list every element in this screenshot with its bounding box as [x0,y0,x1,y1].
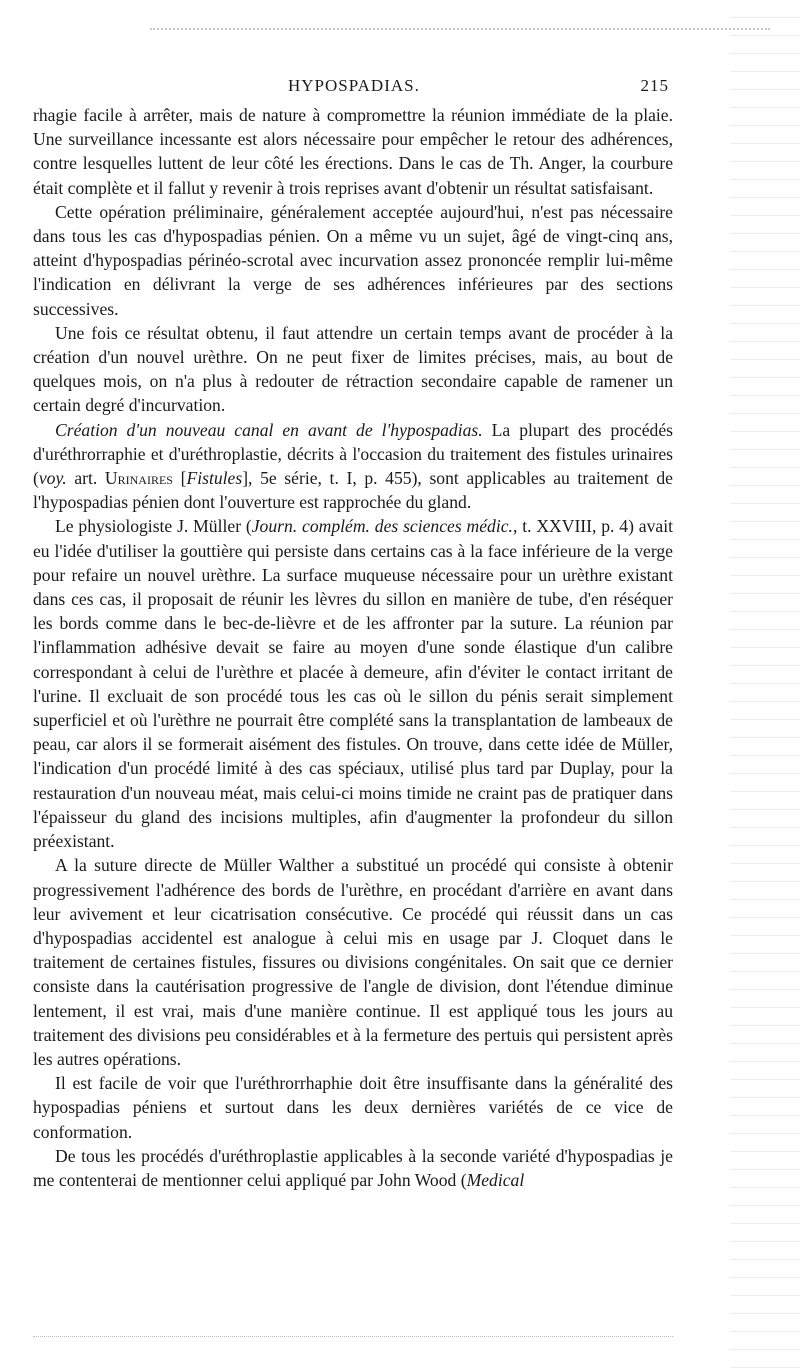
scan-noise-top [150,28,770,32]
paragraph-2-text: Cette opération préliminaire, généralement acceptée aujourd'hui, n'est pas nécessaire dans tous les cas d'hypospadias pénien. On a même vu un sujet, âgé de vingt-cinq ans, atteint d'hypospadias périnéo-scrotal avec incurvation assez prononcée remplir lui-même l'indication en délivrant la verge de ses adhérences inférieures par des sections successives. [33,201,673,319]
paragraph-1 [33,103,673,200]
reference-urinaires: Urinaires [104,468,173,489]
paragraph-4-text-c: [ [172,468,187,489]
paragraph-8-text-a: De tous les procédés d'uréthroplastie applicables à la seconde variété d'hypospadias je me contenterai de mentionner celui appliqué par John Wood ( [33,1145,673,1190]
reference-fistules: Fistules [186,468,243,489]
paragraph-5-text-b: , t. XXVIII, p. 4) avait eu l'idée d'utiliser la gouttière qui persiste dans certains cas à la face inférieure de la verge pour refaire un nouvel urèthre. La surface muqueuse nécessaire pour un urèthre existant dans ces cas, il proposait de réunir les lèvres du sillon en manière de tube, d'en réséquer les bords comme dans le bec-de-lièvre et de les affronter par la suture. La réunion par l'inflammation adhésive devait se faire au moyen d'une sonde élastique d'un calibre correspondant à celui de l'urèthre et placée à demeure, afin d'éviter le contact irritant de l'urine. Il excluait de son procédé tous les cas où le sillon du pénis serait simplement superficiel et où l'urèthre ne pourrait être complété sans la transplantation de lambeaux de peau, car alors il se formerait aisément des fistules. On trouve, dans cette idée de Müller, l'indication d'un procédé limité à des cas spéciaux, utilisé plus tard par Duplay, pour la restauration d'un nouveau méat, mais celui-ci moins timide ne craint pas de pratiquer dans l'épaisseur du gland des incisions multiples, afin d'augmenter la profondeur du sillon préexistant. [33,516,673,852]
body-text [33,103,673,1192]
paragraph-4-text-b: art. [66,468,105,489]
paragraph-4-text-d: ], 5e série, t. I, p. 455), sont applicables au traitement de l'hypospadias pénien dont l'ouverture est rapprochée du gland. [33,468,673,513]
paragraph-5 [33,514,673,853]
paragraph-4-text-a: La plupart des procédés d'uréthrorraphie et d'uréthroplastie, décrits à l'occasion du traitement des fistules urinaires ( [33,419,673,489]
paragraph-3 [33,321,673,418]
paragraph-3-text: Une fois ce résultat obtenu, il faut attendre un certain temps avant de procéder à la création d'un nouvel urèthre. On ne peut fixer de limites précises, mais, au bout de quelques mois, on n'a plus à redouter de rétraction secondaire capable de ramener un certain degré d'incurvation. [33,322,673,416]
section-heading-italic: Création d'un nouveau canal en avant de l'hypospadias. [55,419,483,440]
paragraph-8 [33,1144,673,1192]
paragraph-8-italic-tail: Medical [466,1169,525,1190]
paragraph-7-text: Il est facile de voir que l'uréthrorrhaphie doit être insuffisante dans la généralité des hypospadias péniens et surtout dans les deux dernières variétés de ce vice de conformation. [33,1073,673,1142]
journal-citation: Journ. complém. des sciences médic. [251,516,513,537]
paragraph-6-text: A la suture directe de Müller Walther a substitué un procédé qui consiste à obtenir progressivement l'adhérence des bords de l'urèthre, en procédant d'arrière en avant dans leur avivement et leur cicatrisation consécutive. Ce procédé qui réussit dans un cas d'hypospadias accidentel est analogue à celui mis en usage par J. Cloquet dans le traitement de certaines fistules, fissures ou divisions congénitales. On sait que ce dernier consiste dans la cautérisation progressive de l'angle de division, dont l'étendue diminue lentement, il est vrai, mais d'une manière continue. Il est appliqué tous les jours au traitement des divisions peu considérables et à la fermeture des pertuis qui persistent après les autres opérations. [33,855,673,1069]
paragraph-7 [33,1071,673,1144]
page-number: 215 [640,76,669,95]
page-header [33,76,673,98]
paragraph-1-text: rhagie facile à arrêter, mais de nature à compromettre la réunion immédiate de la plaie. Une surveillance incessante est alors nécessaire pour empêcher le retour des adhérences, contre lesquelles luttent de leur côté les érections. Dans le cas de Th. Anger, la courbure était complète et il fallut y revenir à trois reprises avant d'obtenir un résultat satisfaisant. [33,105,673,198]
footer-scan-line [33,1336,673,1338]
paragraph-6 [33,853,673,1071]
reference-voy: voy. [38,468,67,489]
running-title: HYPOSPADIAS. [288,76,420,95]
paragraph-2 [33,200,673,321]
scan-noise-right-margin [730,0,800,1369]
paragraph-4 [33,418,673,515]
paragraph-5-text-a: Le physiologiste J. Müller ( [55,516,252,537]
